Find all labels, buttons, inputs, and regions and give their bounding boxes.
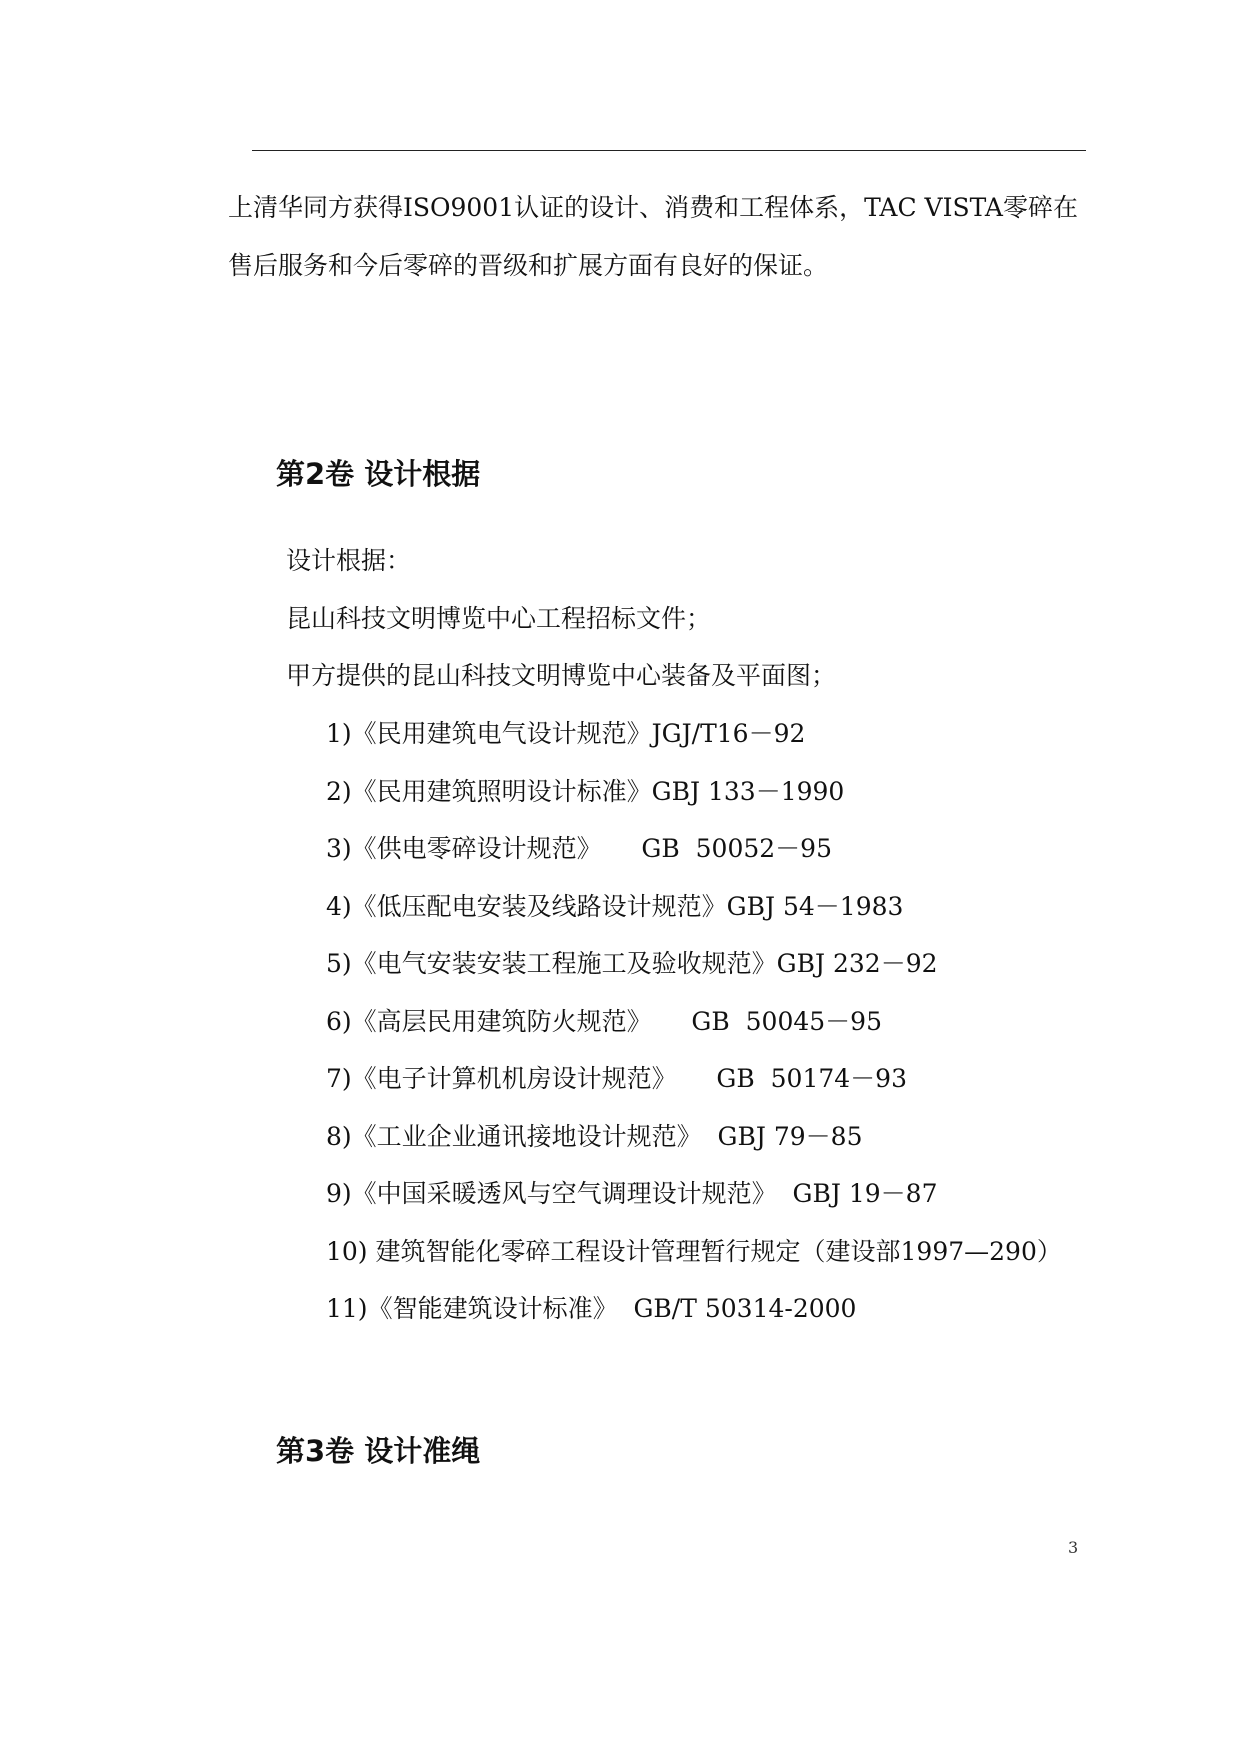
standard-item: 8)《工业企业通讯接地设计规范》 GBJ 79－85	[326, 1122, 863, 1151]
section-3-heading: 第3卷 设计准绳	[276, 1434, 481, 1468]
intro-paragraph-line-2: 售后服务和今后零碎的晋级和扩展方面有良好的保证。	[228, 251, 829, 280]
standard-item: 2)《民用建筑照明设计标准》GBJ 133－1990	[326, 777, 845, 806]
standard-item: 5)《电气安装安装工程施工及验收规范》GBJ 232－92	[326, 949, 938, 978]
standard-item: 11)《智能建筑设计标准》 GB/T 50314-2000	[326, 1294, 857, 1323]
standard-item: 3)《供电零碎设计规范》 GB 50052－95	[326, 834, 832, 863]
standard-item: 7)《电子计算机机房设计规范》 GB 50174－93	[326, 1064, 907, 1093]
section-2-heading: 第2卷 设计根据	[276, 457, 481, 491]
standard-item: 10) 建筑智能化零碎工程设计管理暂行规定（建设部1997—290）	[326, 1237, 1062, 1266]
standard-item: 4)《低压配电安装及线路设计规范》GBJ 54－1983	[326, 892, 904, 921]
basis-item: 昆山科技文明博览中心工程招标文件；	[286, 604, 712, 633]
intro-paragraph-line-1: 上清华同方获得ISO9001认证的设计、消费和工程体系，TAC VISTA零碎在	[228, 193, 1078, 222]
standard-item: 1)《民用建筑电气设计规范》JGJ/T16－92	[326, 719, 806, 748]
basis-label: 设计根据：	[286, 546, 412, 575]
standard-item: 9)《中国采暖透风与空气调理设计规范》 GBJ 19－87	[326, 1179, 938, 1208]
standard-item: 6)《高层民用建筑防火规范》 GB 50045－95	[326, 1007, 882, 1036]
page-number: 3	[1068, 1538, 1079, 1557]
basis-item: 甲方提供的昆山科技文明博览中心装备及平面图；	[286, 661, 837, 690]
header-rule	[252, 150, 1086, 151]
